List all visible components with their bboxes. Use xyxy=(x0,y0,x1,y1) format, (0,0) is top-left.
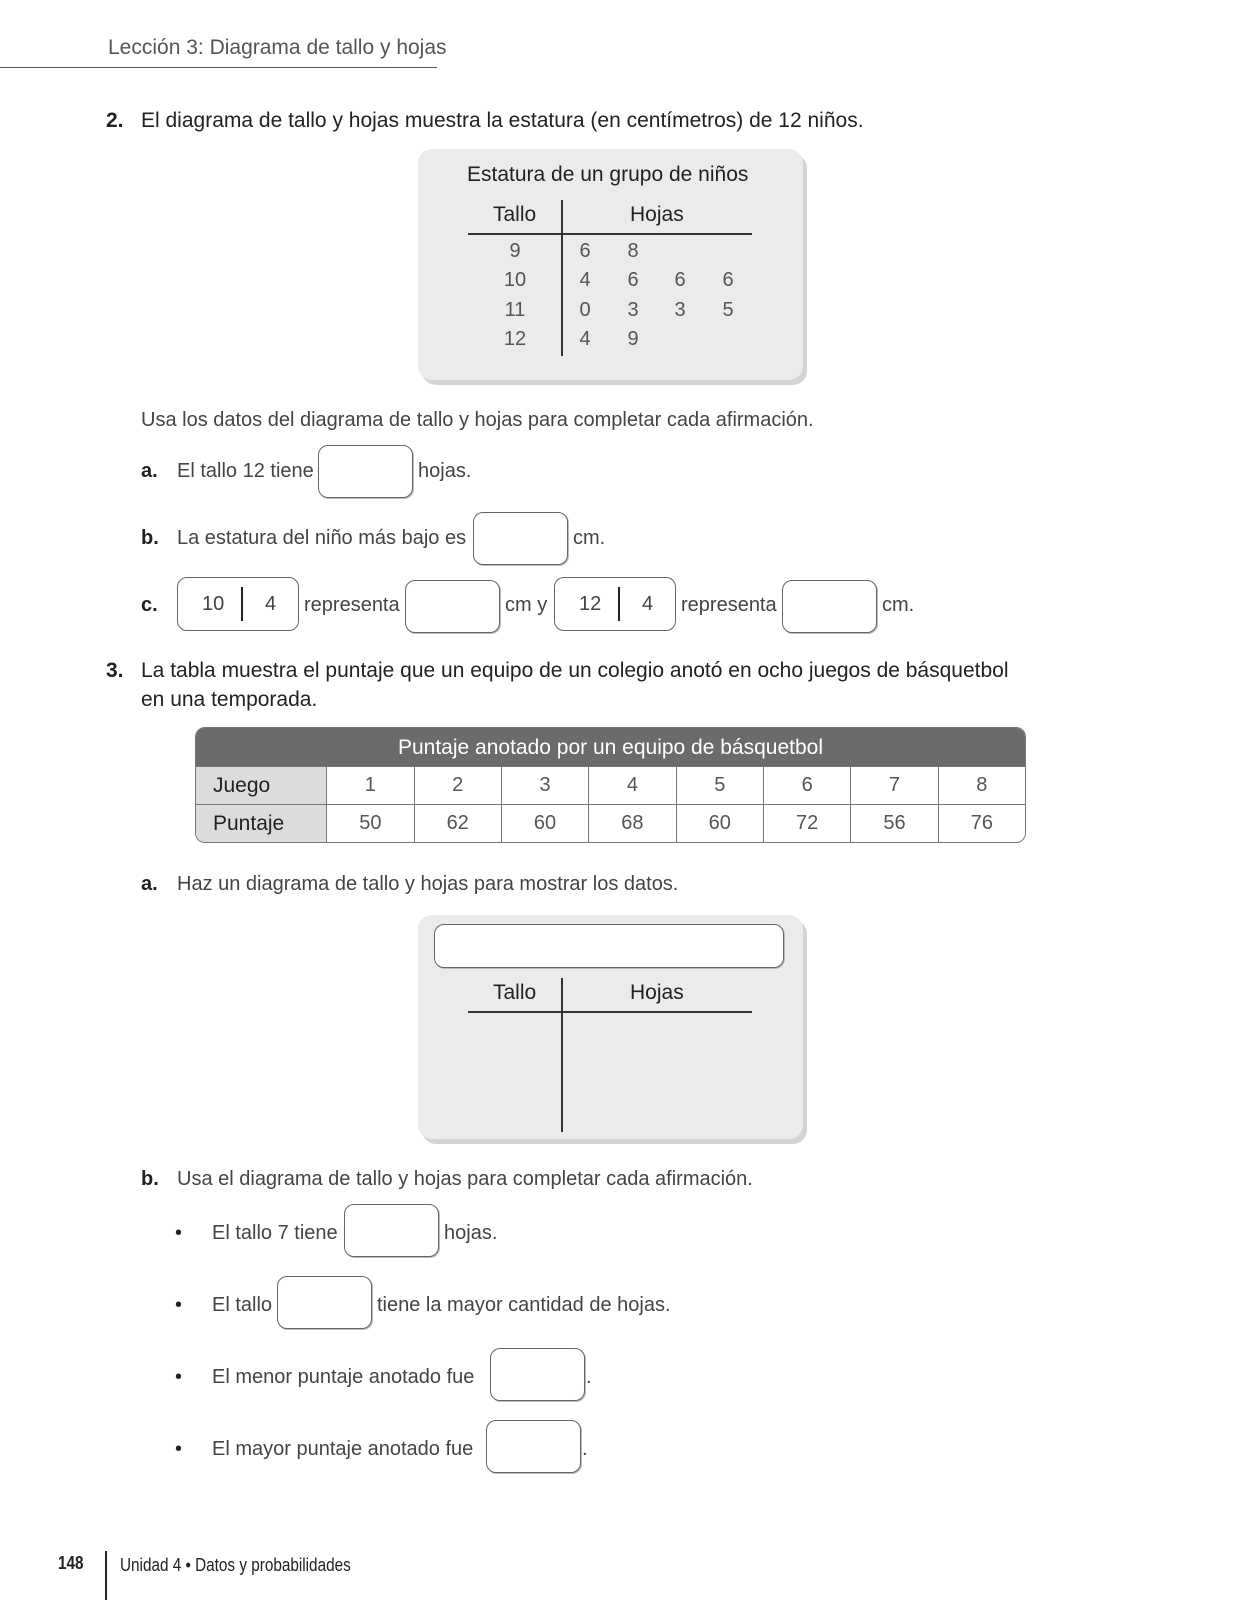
q2b-answer-box[interactable] xyxy=(473,512,568,565)
bullet: • xyxy=(175,1294,183,1316)
q2c-stem-leaf-pair-2 xyxy=(554,577,676,631)
game-cell: 6 xyxy=(764,767,851,804)
q3b-item-4-answer-box[interactable] xyxy=(486,1420,581,1473)
lesson-title: Diagrama de tallo y hojas xyxy=(203,36,447,59)
q2c-mid-text: cm y xyxy=(505,594,548,616)
stem-value: 10 xyxy=(503,269,527,291)
q3b-item-2-after: tiene la mayor cantidad de hojas. xyxy=(377,1294,671,1316)
q3b-label: b. xyxy=(141,1168,159,1190)
q3b-item-4-after: . xyxy=(582,1438,588,1460)
scores-row-header: Puntaje xyxy=(196,805,327,842)
q3b-text: Usa el diagrama de tallo y hojas para completar cada afirmación. xyxy=(177,1168,753,1190)
q3b-item-2-before: El tallo xyxy=(212,1294,273,1316)
leaf-value: 9 xyxy=(627,328,639,350)
q2a-text-before: El tallo 12 tiene xyxy=(177,460,314,482)
game-cell: 7 xyxy=(851,767,938,804)
basketball-score-table xyxy=(195,727,1026,843)
game-cell: 3 xyxy=(502,767,589,804)
plot-stem-divider xyxy=(561,200,563,356)
plot-title-input[interactable] xyxy=(434,924,784,968)
game-cell: 4 xyxy=(589,767,676,804)
score-cell: 60 xyxy=(677,805,764,842)
game-cell: 8 xyxy=(976,774,988,796)
bullet: • xyxy=(175,1366,183,1388)
pair-leaf: 4 xyxy=(265,593,277,615)
leaf-header: Hojas xyxy=(630,203,684,226)
q2c-answer-box-2[interactable] xyxy=(782,580,877,633)
score-cell: 72 xyxy=(764,805,851,842)
question-3-text-line-2: en una temporada. xyxy=(141,688,318,711)
q2b-label: b. xyxy=(141,527,159,549)
q3a-text: Haz un diagrama de tallo y hojas para mostrar los datos. xyxy=(177,873,679,895)
lesson-header xyxy=(108,36,447,60)
q3b-item-2-answer-box[interactable] xyxy=(277,1276,372,1329)
q2c-end-text: cm. xyxy=(882,594,915,616)
page-number: 148 xyxy=(58,1553,84,1573)
stem-header: Tallo xyxy=(493,981,537,1004)
leaf-value: 3 xyxy=(627,299,639,321)
pair-divider xyxy=(618,587,620,621)
footer-divider xyxy=(105,1551,107,1600)
q2c-represents-1: representa xyxy=(304,594,400,616)
pair-stem: 10 xyxy=(202,593,225,615)
stem-value: 12 xyxy=(503,328,527,350)
leaf-value: 6 xyxy=(674,269,686,291)
score-table-title: Puntaje anotado por un equipo de básquetbol xyxy=(196,728,1025,766)
score-table-scores-row xyxy=(196,804,1025,842)
leaf-header: Hojas xyxy=(630,981,684,1004)
pair-divider xyxy=(241,587,243,621)
game-cell: 5 xyxy=(677,767,764,804)
score-cell: 50 xyxy=(327,805,414,842)
q2c-label: c. xyxy=(141,594,158,616)
bullet: • xyxy=(175,1222,183,1244)
q3b-item-3-after: . xyxy=(586,1366,592,1388)
question-3-text-line-1: La tabla muestra el puntaje que un equipo de un colegio anotó en ocho juegos de básquetbol xyxy=(141,659,1009,682)
pair-stem: 12 xyxy=(579,593,602,615)
question-2-text: El diagrama de tallo y hojas muestra la estatura (en centímetros) de 12 niños. xyxy=(141,109,864,132)
question-2-number: 2. xyxy=(106,109,124,132)
q3b-item-4-before: El mayor puntaje anotado fue xyxy=(212,1438,474,1460)
plot-header-rule xyxy=(468,233,752,235)
q2b-text-before: La estatura del niño más bajo es xyxy=(177,527,467,549)
game-cell: 2 xyxy=(415,767,502,804)
question-3-number: 3. xyxy=(106,659,124,682)
pair-leaf: 4 xyxy=(642,593,654,615)
leaf-value: 4 xyxy=(579,269,591,291)
leaf-value: 5 xyxy=(722,299,734,321)
score-cell: 62 xyxy=(415,805,502,842)
score-table-games-row xyxy=(196,766,1025,804)
stem-header: Tallo xyxy=(493,203,537,226)
q3b-item-3-answer-box[interactable] xyxy=(490,1348,585,1401)
q3b-item-1-answer-box[interactable] xyxy=(344,1204,439,1257)
q3b-item-1-before: El tallo 7 tiene xyxy=(212,1222,338,1244)
bullet: • xyxy=(175,1438,183,1460)
leaf-value: 6 xyxy=(627,269,639,291)
leaf-value: 6 xyxy=(579,240,591,262)
footer-unit-label: Unidad 4 • Datos y probabilidades xyxy=(120,1555,351,1575)
leaf-value: 3 xyxy=(674,299,686,321)
stem-value: 9 xyxy=(509,240,521,262)
games-row-header: Juego xyxy=(196,767,327,804)
lesson-prefix: Lección 3: xyxy=(108,36,204,59)
stem-entry-area[interactable] xyxy=(418,1015,563,1130)
q2b-text-after: cm. xyxy=(573,527,606,549)
leaf-entry-area[interactable] xyxy=(564,1015,754,1130)
score-cell: 68 xyxy=(589,805,676,842)
q2c-represents-2: representa xyxy=(681,594,777,616)
q3b-item-1-after: hojas. xyxy=(444,1222,498,1244)
q3a-label: a. xyxy=(141,873,158,895)
leaf-value: 4 xyxy=(579,328,591,350)
q2c-stem-leaf-pair-1 xyxy=(177,577,299,631)
q2a-answer-box[interactable] xyxy=(318,445,413,498)
leaf-value: 6 xyxy=(722,269,734,291)
score-cell: 56 xyxy=(851,805,938,842)
q2-instruction: Usa los datos del diagrama de tallo y hojas para completar cada afirmación. xyxy=(141,409,814,431)
plot-title: Estatura de un grupo de niños xyxy=(467,163,749,186)
q3b-item-3-before: El menor puntaje anotado fue xyxy=(212,1366,475,1388)
stem-value: 11 xyxy=(504,299,526,321)
q2c-answer-box-1[interactable] xyxy=(405,580,500,633)
empty-stem-leaf-plot xyxy=(418,915,803,1139)
plot-header-rule xyxy=(468,1011,752,1013)
q2a-label: a. xyxy=(141,460,158,482)
stem-leaf-plot-heights xyxy=(418,149,803,380)
leaf-value: 8 xyxy=(627,240,639,262)
score-cell: 60 xyxy=(502,805,589,842)
leaf-value: 0 xyxy=(579,299,591,321)
header-rule xyxy=(0,67,437,68)
score-cell: 76 xyxy=(970,812,993,834)
q2a-text-after: hojas. xyxy=(418,460,472,482)
game-cell: 1 xyxy=(327,767,414,804)
